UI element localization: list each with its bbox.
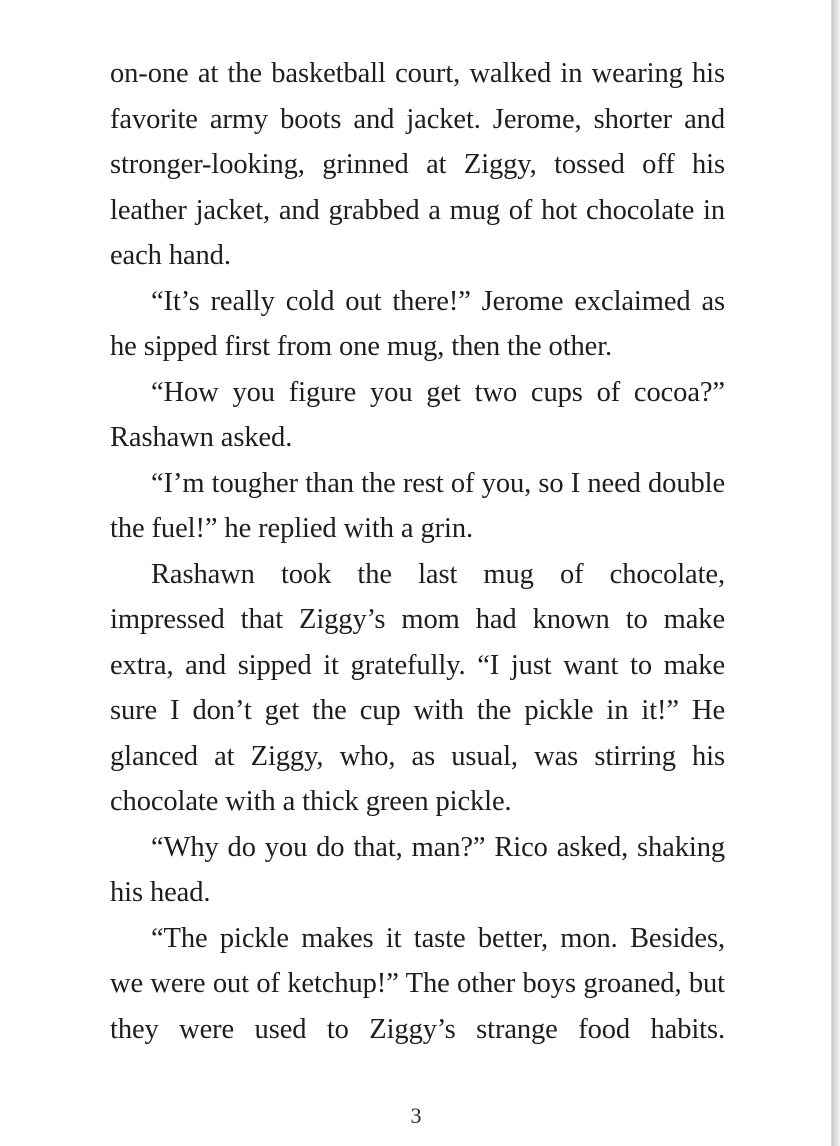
body-text [110,51,725,1052]
paragraph-7: “The pickle makes it taste better, mon. Besides, we were out of ketchup!” The other boys groaned, but they were used to Ziggy’s strange food habits. [110,922,725,1045]
paragraph-2: “It’s really cold out there!” Jerome exclaimed as he sipped first from one mug, then the other. [110,285,725,362]
paragraph-4: “I’m tougher than the rest of you, so I need double the fuel!” he replied with a grin. [110,467,725,544]
paragraph-3: “How you figure you get two cups of cocoa?” Rashawn asked. [110,376,725,453]
paragraph-5: Rashawn took the last mug of chocolate, impressed that Ziggy’s mom had known to make extra, and sipped it gratefully. “I just want to make sure I don’t get the cup with the pickle in it!” He glanced at Ziggy, who, as usual, was stirring his chocolate with a thick green pickle. [110,558,725,817]
paragraph-1: on-one at the basketball court, walked in wearing his favorite army boots and jacket. Jerome, shorter and stronger-looking, grinned at Ziggy, tossed off his leather jacket, and grabbed a mug of hot chocolate in each hand. [110,58,725,271]
previous-line-fragment [0,0,832,4]
page-number: 3 [410,1103,422,1128]
page-edge-shadow [832,0,840,1146]
paragraph-6: “Why do you do that, man?” Rico asked, shaking his head. [110,831,725,908]
